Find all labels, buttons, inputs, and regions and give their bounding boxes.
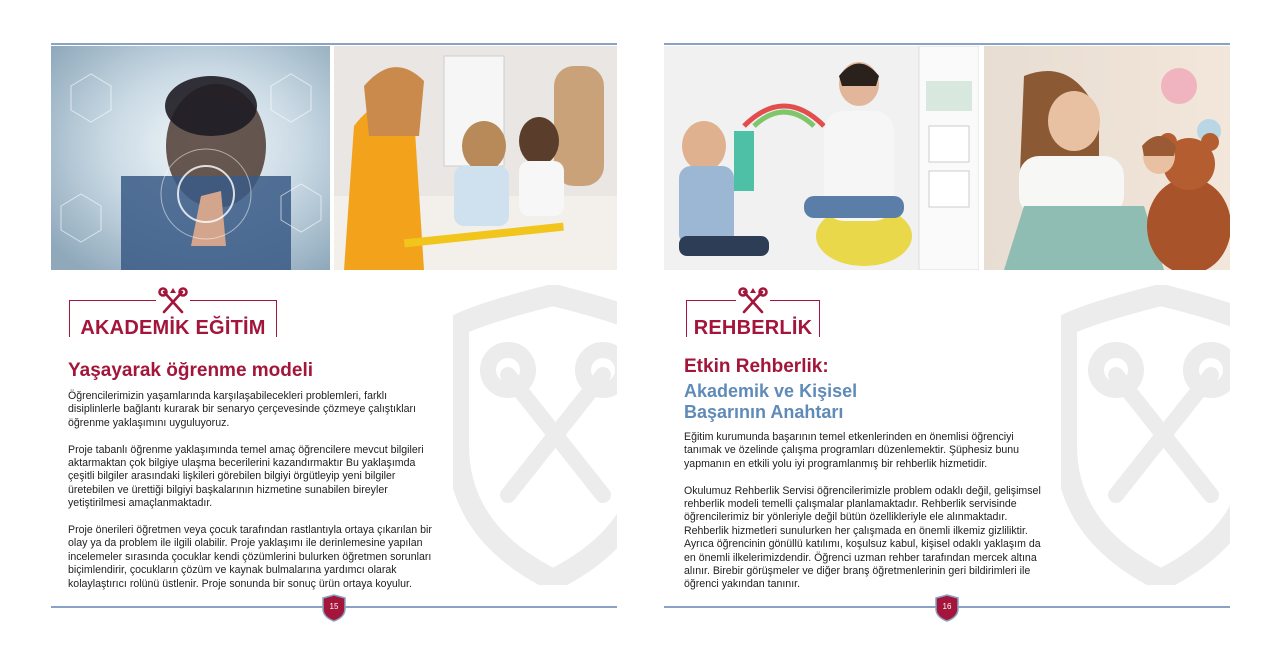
crossed-keys-emblem-icon	[156, 286, 190, 316]
page-heading: Etkin Rehberlik:	[684, 356, 829, 377]
photo-digital-touch	[51, 46, 330, 270]
shield-keys-watermark-icon	[1061, 285, 1230, 585]
body-text	[68, 390, 488, 604]
photo-design-class-art	[334, 46, 617, 270]
top-rule	[664, 43, 1230, 45]
photo-teddy-bear	[984, 46, 1230, 270]
body-paragraph: Proje önerileri öğretmen veya çocuk tarafından rastlantıyla ortaya çıkarılan bir olay ya da problem ile ilgili olabilir. Proje yaklaşımı ile derinlemesine yapılan incelemeler sırasında çocuklar kendi çözümlerini bulurken öğretmen sorunları biçimlendirir, çocukların çözüm ve kaynak bulmalarına yardımcı olarak kolaylaştırıcı rolünü üstlenir. Proje sonunda bir sonuç ürün ortaya koyulur.	[68, 524, 432, 590]
body-text	[684, 431, 1084, 605]
section-title: REHBERLİK	[693, 317, 813, 339]
crossed-keys-emblem-icon	[736, 286, 770, 316]
section-title-box	[686, 300, 820, 337]
page-subheading-line-2: Başarının Anahtarı	[684, 402, 844, 422]
photo-counselor-session	[664, 46, 979, 270]
body-paragraph: Okulumuz Rehberlik Servisi öğrencilerimizle problem odaklı değil, gelişimsel rehberlik modeli temelli çalışmalar planlamaktadır. Rehberlik servisinde öğrencilerimiz bir yönleriyle değil bütün özellikleriyle ele alınmaktadır. Rehberlik hizmetleri sunulurken her çalışmada en önemli ilkemiz gizliliktir. Ayrıca öğrencinin gönüllü katılımı, koşulsuz kabul, kişisel odaklı yaklaşım da en önemli ilkelerimizdendir. Öğrenci uzman rehber tarafından mercek altına alınır. Birebir görüşmeler ve diğer branş öğretmenlerinin geri bildirimleri ile öğrenci yakından tanınır.	[684, 484, 1041, 591]
section-title-box	[69, 300, 277, 337]
photo-teddy-bear-art	[984, 46, 1230, 270]
body-paragraph: Eğitim kurumunda başarının temel etkenlerinden en önemlisi öğrenciyi tanımak ve özelinde çalışma programları düzenlemektir. Şüphesiz bunu yapmanın en etkili yolu iyi programlanmış bir rehberlik hizmetidir.	[684, 431, 1020, 470]
photo-counselor-session-art	[664, 46, 979, 270]
page-right	[664, 0, 1230, 652]
top-rule	[51, 43, 617, 45]
page-subheading-line-1: Akademik ve Kişisel	[684, 381, 858, 401]
page-number: 16	[942, 602, 952, 611]
body-paragraph: Öğrencilerimizin yaşamlarında karşılaşabilecekleri problemleri, farklı disiplinlerle bağlantı kurarak bir senaryo çerçevesinde çözmeye çalıştıkları öğrenme yaklaşımını uyguluyoruz.	[68, 390, 416, 429]
photo-design-class	[334, 46, 617, 270]
page-heading: Yaşayarak öğrenme modeli	[68, 360, 314, 381]
photo-digital-touch-art	[51, 46, 330, 270]
page-number: 15	[329, 602, 339, 611]
page-number-badge	[322, 594, 346, 622]
section-title: AKADEMİK EĞİTİM	[80, 317, 266, 339]
body-paragraph: Proje tabanlı öğrenme yaklaşımında temel amaç öğrencilere mevcut bilgileri aktarmaktan çok bilgiye ulaşma becerilerini kazandırmaktır Bu yaklaşımda çeşitli bilgiler arasındaki lişkileri görebilen bilgiyi örgütleyip yeni bilgiler üretebilen ve ürettiği bilgiyi başkalarının hizmetine sunabilen bireyler yetiştirilmesi amaçlanmaktadır.	[68, 443, 424, 510]
page-number-badge	[935, 594, 959, 622]
page-left	[51, 0, 617, 652]
